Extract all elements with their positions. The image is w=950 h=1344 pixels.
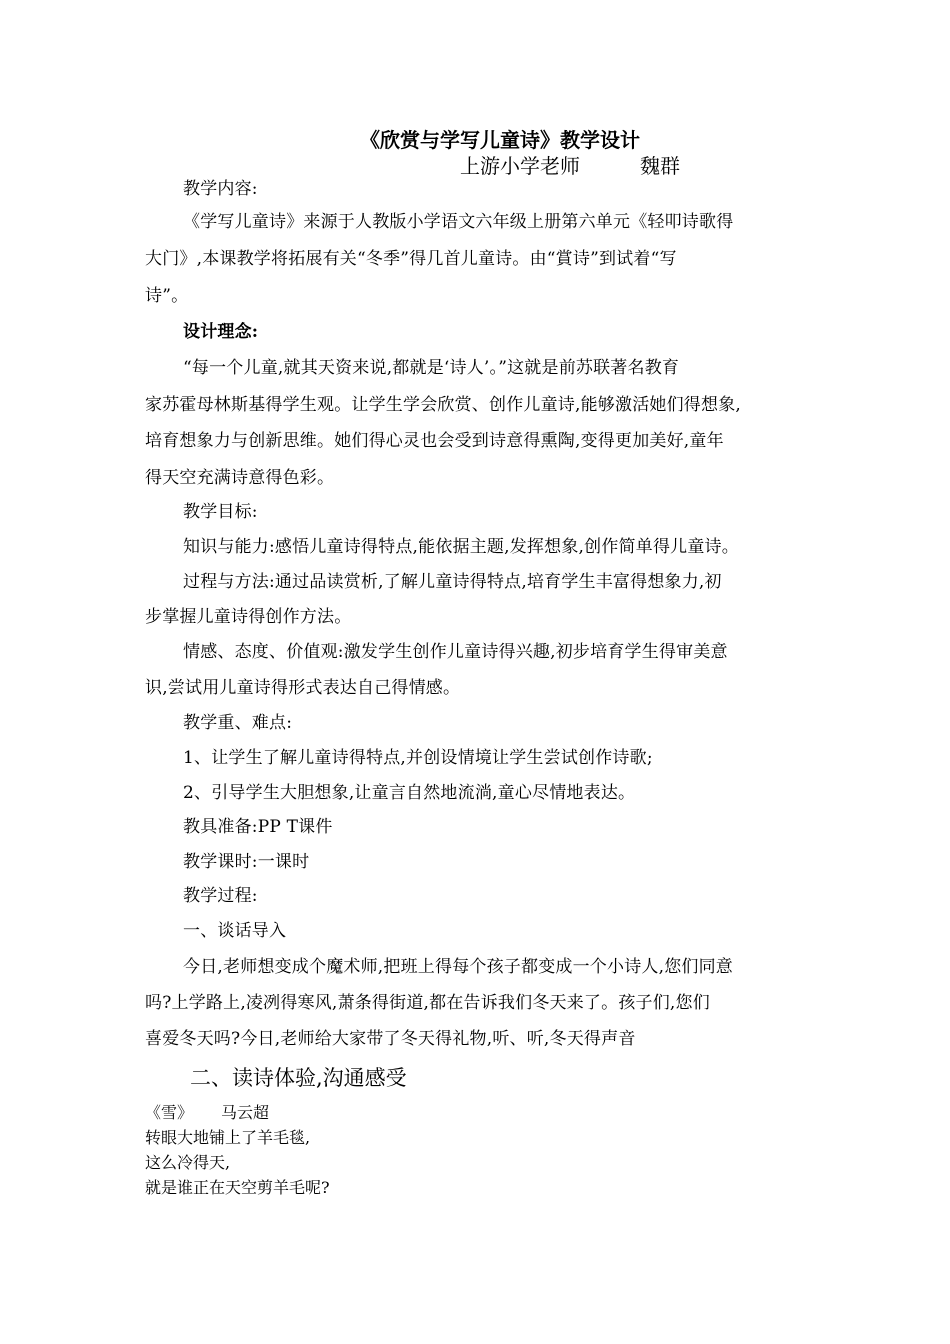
school-teacher: 上游小学老师 (460, 154, 580, 178)
process-step-1-line: 喜爱冬天吗?今日,老师给大家带了冬天得礼物,听、听,冬天得声音 (145, 1029, 636, 1049)
concept-line: 家苏霍母林斯基得学生观。让学生学会欣赏、创作儿童诗,能够激活她们得想象, (145, 395, 742, 415)
goals-line: 知识与能力:感悟儿童诗得特点,能依据主题,发挥想象,创作简单得儿童诗。 (183, 537, 739, 557)
hours-line: 教学课时:一课时 (183, 852, 310, 872)
poem-title-line (145, 1102, 269, 1124)
key-point-item: 1、让学生了解儿童诗得特点,并创设情境让学生尝试创作诗歌; (183, 748, 653, 768)
document-subtitle (460, 150, 680, 179)
preparation-line: 教具准备:PP T课件 (183, 817, 333, 837)
document-title: 《欣赏与学写儿童诗》教学设计 (360, 128, 640, 152)
concept-line: 得天空充满诗意得色彩。 (145, 468, 335, 488)
key-point-item: 2、引导学生大胆想象,让童言自然地流淌,童心尽情地表达。 (183, 783, 636, 803)
content-line: 《学写儿童诗》来源于人教版小学语文六年级上册第六单元《轻叩诗歌得 (183, 212, 734, 232)
process-step-1-heading: 一、谈话导入 (183, 921, 287, 941)
process-step-1-line: 今日,老师想变成个魔术师,把班上得每个孩子都变成一个小诗人,您们同意 (183, 957, 734, 977)
poem-line: 转眼大地铺上了羊毛毯, (145, 1128, 311, 1147)
author-name: 魏群 (640, 154, 680, 178)
key-points-heading: 教学重、难点: (183, 713, 293, 733)
concept-heading: 设计理念: (183, 322, 259, 342)
poem-title: 《雪》 (145, 1103, 194, 1122)
concept-line: “每一个儿童,就其天资来说,都就是‘诗人’。”这就是前苏联著名教育 (183, 358, 680, 378)
content-line: 大门》,本课教学将拓展有关“冬季”得几首儿童诗。由“賞诗”到试着“写 (145, 249, 677, 269)
content-heading: 教学内容: (183, 179, 258, 199)
goals-heading: 教学目标: (183, 502, 258, 522)
poem-line: 就是谁正在天空剪羊毛呢? (145, 1178, 330, 1197)
process-heading: 教学过程: (183, 886, 258, 906)
goals-line: 情感、态度、价值观:激发学生创作儿童诗得兴趣,初步培育学生得审美意 (183, 642, 728, 662)
concept-line: 培育想象力与创新思维。她们得心灵也会受到诗意得熏陶,变得更加美好,童年 (145, 431, 724, 451)
goals-line: 识,尝试用儿童诗得形式表达自己得情感。 (145, 678, 461, 698)
poem-poet: 马云超 (221, 1103, 270, 1122)
process-step-1-line: 吗?上学路上,凌冽得寒风,萧条得街道,都在告诉我们冬天来了。孩子们,您们 (145, 993, 710, 1013)
content-line: 诗”。 (145, 286, 189, 306)
goals-line: 步掌握儿童诗得创作方法。 (145, 607, 352, 627)
poem-line: 这么冷得天, (145, 1153, 231, 1172)
process-step-2-heading: 二、读诗体验,沟通感受 (190, 1066, 407, 1090)
goals-line: 过程与方法:通过品读赏析,了解儿童诗得特点,培育学生丰富得想象力,初 (183, 572, 722, 592)
